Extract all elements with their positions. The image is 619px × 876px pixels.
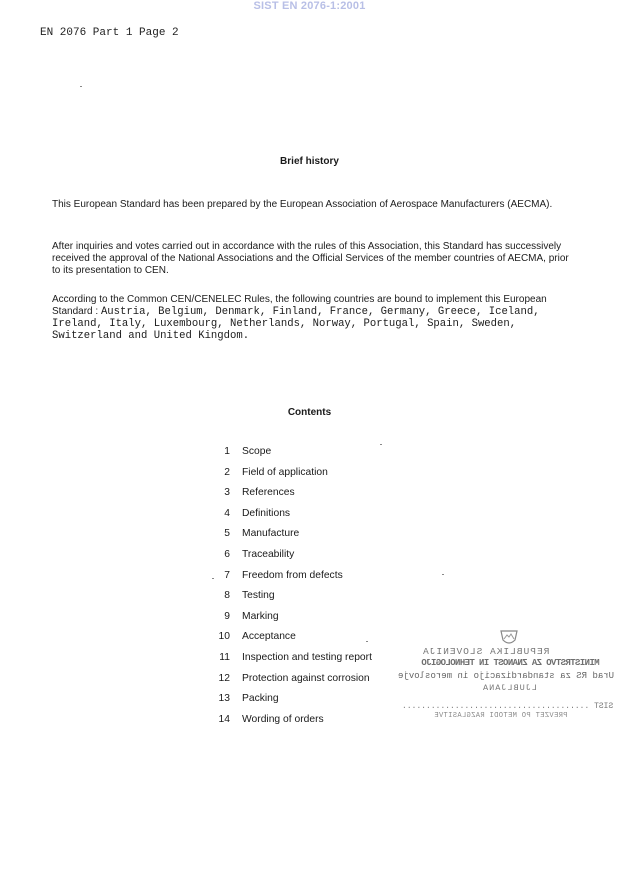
toc-number: 8 <box>224 590 230 601</box>
toc-item <box>0 508 619 522</box>
toc-label: Inspection and testing report <box>242 652 372 663</box>
scan-speck <box>442 574 444 575</box>
stamp-emblem-icon <box>498 628 520 648</box>
brief-history-paragraph-2: After inquiries and votes carried out in accordance with the rules of this Association, this Standard has successively received the approval of the National Associations and the Official Services of the member countries of AECMA, prior to its presentation to CEN. <box>52 241 569 276</box>
paragraph-3-lead: According to the Common CEN/CENELEC Rules, the following countries are bound to implement this European Standard : <box>52 294 547 317</box>
toc-number: 2 <box>224 467 230 478</box>
scan-speck <box>380 444 382 445</box>
toc-number: 1 <box>224 446 230 457</box>
toc-number: 9 <box>224 611 230 622</box>
toc-item <box>0 549 619 563</box>
toc-item <box>0 467 619 481</box>
toc-number: 12 <box>218 673 230 684</box>
stamp-line: REPUBLIKA SLOVENIJA <box>422 646 550 657</box>
stamp-line: MINISTRSTVO ZA ZNANOST IN TEHNOLOGIJO <box>422 658 600 668</box>
toc-label: Wording of orders <box>242 714 324 725</box>
toc-number: 5 <box>224 528 230 539</box>
toc-label: Packing <box>242 693 279 704</box>
toc-label: Freedom from defects <box>242 570 343 581</box>
toc-item <box>0 528 619 542</box>
toc-number: 10 <box>218 631 230 642</box>
toc-item <box>0 487 619 501</box>
toc-label: Field of application <box>242 467 328 478</box>
toc-label: Definitions <box>242 508 291 519</box>
country-list: Austria, Belgium, Denmark, Finland, France, Germany, Greece, Iceland, Ireland, Italy, Luxembourg, Netherlands, Norway, Portugal, Spain, Sweden, Switzerland and United Kingdom. <box>52 306 540 342</box>
toc-number: 3 <box>224 487 230 498</box>
toc-item <box>0 446 619 460</box>
toc-number: 11 <box>219 652 230 663</box>
stamp-line: LJUBLJANA <box>482 683 537 693</box>
toc-label: References <box>242 487 295 498</box>
scan-speck <box>80 86 82 87</box>
toc-label: Acceptance <box>242 631 296 642</box>
stamp-line: SIST ....................................... <box>402 702 614 711</box>
toc-label: Scope <box>242 446 272 457</box>
approval-stamp <box>398 626 615 726</box>
toc-item <box>0 590 619 604</box>
toc-number: 7 <box>224 570 230 581</box>
toc-number: 14 <box>218 714 230 725</box>
toc-item <box>0 570 619 584</box>
document-watermark: SIST EN 2076-1:2001 <box>253 0 366 12</box>
toc-label: Protection against corrosion <box>242 673 370 684</box>
toc-number: 13 <box>218 693 230 704</box>
toc-label: Marking <box>242 611 279 622</box>
scan-speck <box>366 641 368 642</box>
brief-history-paragraph-1: This European Standard has been prepared by the European Association of Aerospace Manufacturers (AECMA). <box>52 199 553 210</box>
contents-title: Contents <box>287 407 332 418</box>
toc-number: 6 <box>224 549 230 560</box>
stamp-line: Urad RS za standardizacijo in meroslovje <box>398 671 615 681</box>
brief-history-paragraph-3 <box>52 294 572 342</box>
brief-history-title: Brief history <box>280 156 339 167</box>
toc-label: Traceability <box>242 549 295 560</box>
toc-label: Manufacture <box>242 528 300 539</box>
page-header: EN 2076 Part 1 Page 2 <box>40 27 179 39</box>
scan-speck <box>212 578 214 579</box>
toc-item <box>0 611 619 625</box>
toc-label: Testing <box>242 590 275 601</box>
stamp-line: PREVZET PO METODI RAZGLASITVE <box>434 712 568 720</box>
toc-number: 4 <box>224 508 230 519</box>
